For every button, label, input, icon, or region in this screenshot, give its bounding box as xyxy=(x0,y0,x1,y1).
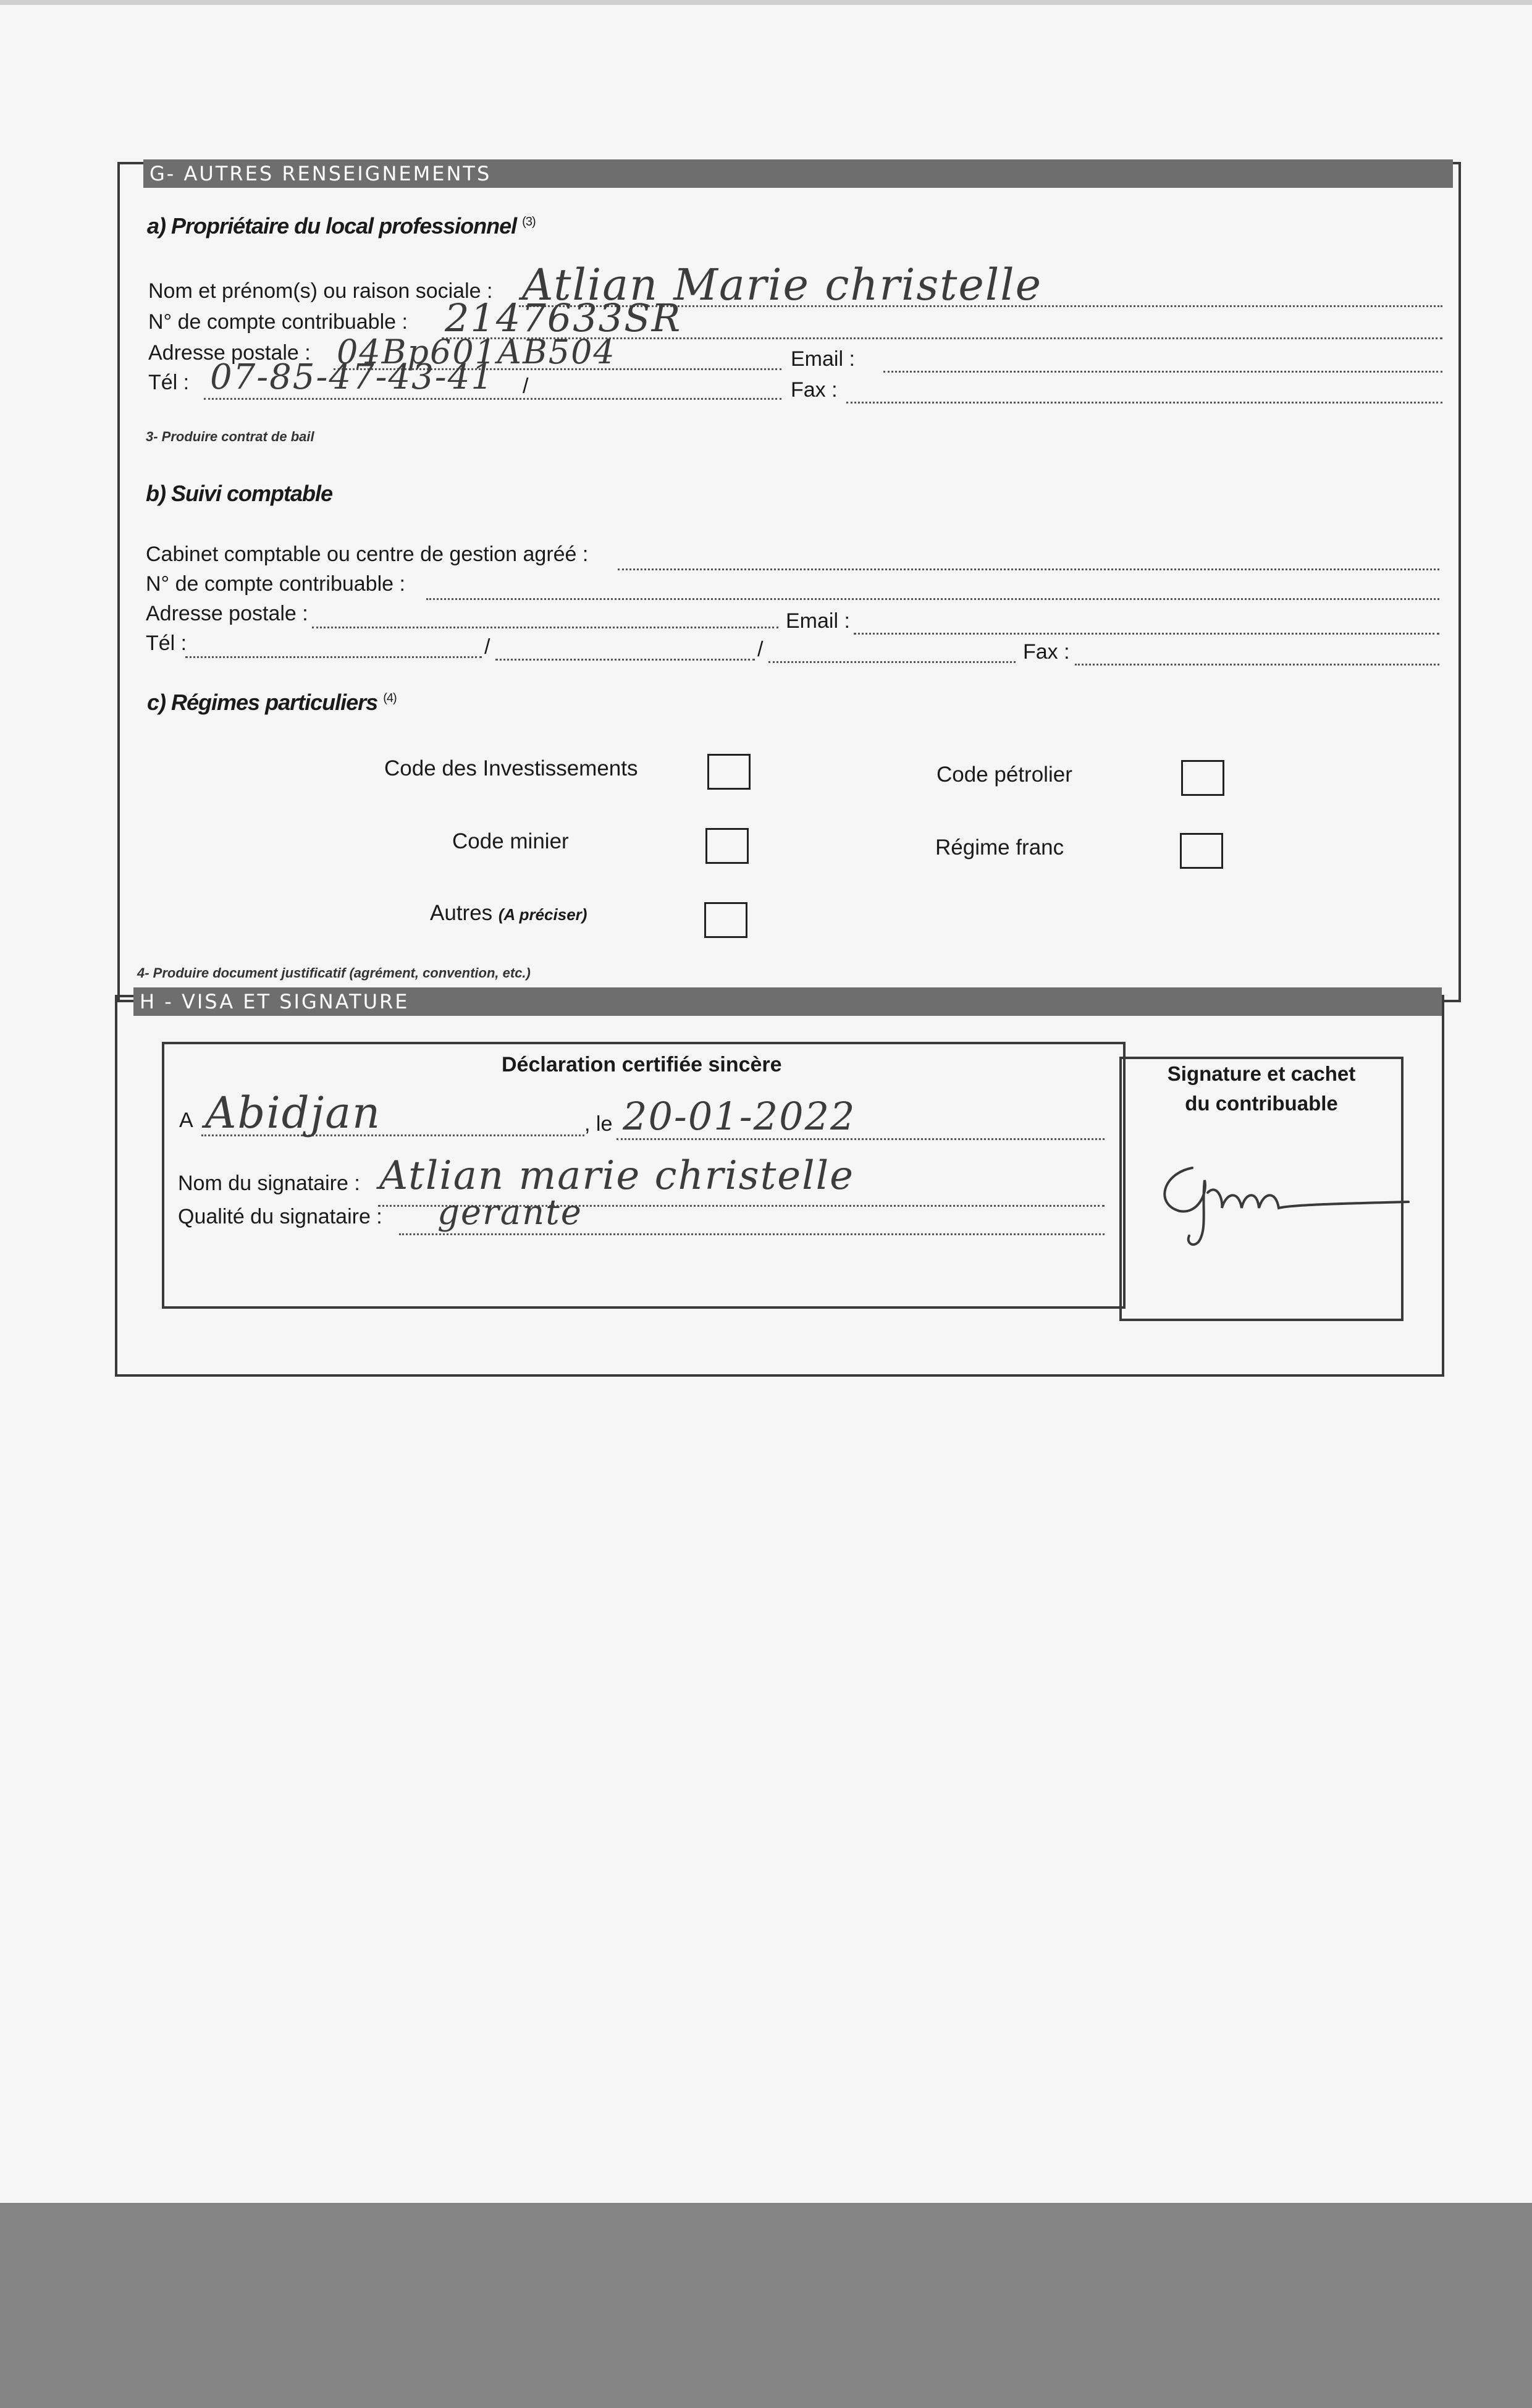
cabinet-tel-line-2 xyxy=(495,659,755,661)
opt-petrolier-label: Code pétrolier xyxy=(936,763,1072,787)
signature-title xyxy=(1119,1059,1404,1118)
section-g-title: G- AUTRES RENSEIGNEMENTS xyxy=(143,159,1453,188)
opt-investissements-label: Code des Investissements xyxy=(384,756,638,780)
signatory-quality-label: Qualité du signataire : xyxy=(178,1205,382,1228)
owner-tel-sep: / xyxy=(523,374,529,398)
owner-tel-value: 07-85-47-43-41 xyxy=(210,357,494,397)
signatory-quality-line xyxy=(399,1233,1105,1235)
cabinet-tel-line-1 xyxy=(185,656,482,658)
cabinet-fax-label: Fax : xyxy=(1023,640,1070,664)
owner-name-label: Nom et prénom(s) ou raison sociale : xyxy=(148,279,493,303)
cabinet-account-label: N° de compte contribuable : xyxy=(146,572,405,596)
cabinet-fax-line xyxy=(1075,664,1439,665)
opt-petrolier-checkbox[interactable] xyxy=(1181,760,1224,796)
subsection-b-title: b) Suivi comptable xyxy=(146,481,333,506)
opt-franc-checkbox[interactable] xyxy=(1180,833,1223,869)
cabinet-tel-label: Tél : xyxy=(146,632,187,655)
owner-address-value: 04Bp601AB504 xyxy=(337,332,616,371)
scan-background-band xyxy=(0,2203,1532,2408)
date-value: 20-01-2022 xyxy=(623,1094,856,1139)
subsection-c-title-text: c) Régimes particuliers xyxy=(147,690,378,715)
signatory-name-value: Atlian marie christelle xyxy=(379,1153,854,1199)
cabinet-label: Cabinet comptable ou centre de gestion agréé : xyxy=(146,543,589,566)
owner-fax-label: Fax : xyxy=(791,378,838,402)
cabinet-tel-line-3 xyxy=(768,661,1016,663)
place-value: Abidjan xyxy=(205,1088,382,1138)
opt-autres-label xyxy=(430,901,587,926)
cabinet-email-label: Email : xyxy=(786,609,850,633)
date-label: , le xyxy=(584,1112,613,1136)
owner-address-label: Adresse postale : xyxy=(148,341,311,365)
cabinet-account-line xyxy=(426,598,1439,600)
subsection-a-title-text: a) Propriétaire du local professionnel xyxy=(147,213,517,239)
note-4: 4- Produire document justificatif (agrément, convention, etc.) xyxy=(137,965,531,981)
page-top-edge xyxy=(0,0,1532,5)
opt-minier-checkbox[interactable] xyxy=(705,828,749,864)
declaration-title: Déclaration certifiée sincère xyxy=(502,1053,782,1076)
subsection-c-title xyxy=(147,690,397,716)
opt-autres-text: Autres xyxy=(430,901,493,925)
handwritten-signature xyxy=(1149,1155,1421,1254)
cabinet-address-label: Adresse postale : xyxy=(146,602,308,625)
cabinet-tel-sep-1: / xyxy=(484,635,490,659)
signature-title-line-2: du contribuable xyxy=(1185,1092,1338,1115)
cabinet-tel-sep-2: / xyxy=(757,638,764,661)
signatory-quality-value: gerante xyxy=(437,1193,583,1233)
subsection-a-ref: (3) xyxy=(522,215,536,229)
owner-name-value: Atlian Marie christelle xyxy=(522,260,1043,310)
owner-tel-label: Tél : xyxy=(148,371,190,394)
place-label: A xyxy=(179,1109,193,1132)
subsection-c-ref: (4) xyxy=(383,691,397,705)
opt-investissements-checkbox[interactable] xyxy=(707,754,751,790)
opt-autres-checkbox[interactable] xyxy=(704,902,747,938)
owner-account-value: 2147633SR xyxy=(445,295,682,340)
cabinet-email-line xyxy=(854,633,1439,635)
opt-minier-label: Code minier xyxy=(452,829,569,853)
owner-account-label: N° de compte contribuable : xyxy=(148,310,408,334)
section-h-title: H - VISA ET SIGNATURE xyxy=(133,987,1442,1016)
opt-franc-label: Régime franc xyxy=(935,835,1064,860)
subsection-a-title xyxy=(147,213,536,239)
cabinet-line xyxy=(618,568,1439,570)
owner-tel-line xyxy=(204,398,781,400)
cabinet-address-line xyxy=(312,627,778,628)
owner-fax-line xyxy=(846,402,1442,403)
signatory-name-label: Nom du signataire : xyxy=(178,1172,360,1195)
owner-email-label: Email : xyxy=(791,347,855,371)
signature-title-line-1: Signature et cachet xyxy=(1167,1062,1356,1085)
note-3: 3- Produire contrat de bail xyxy=(146,429,314,444)
opt-autres-hint: (A préciser) xyxy=(498,905,587,924)
owner-email-line xyxy=(883,371,1442,373)
